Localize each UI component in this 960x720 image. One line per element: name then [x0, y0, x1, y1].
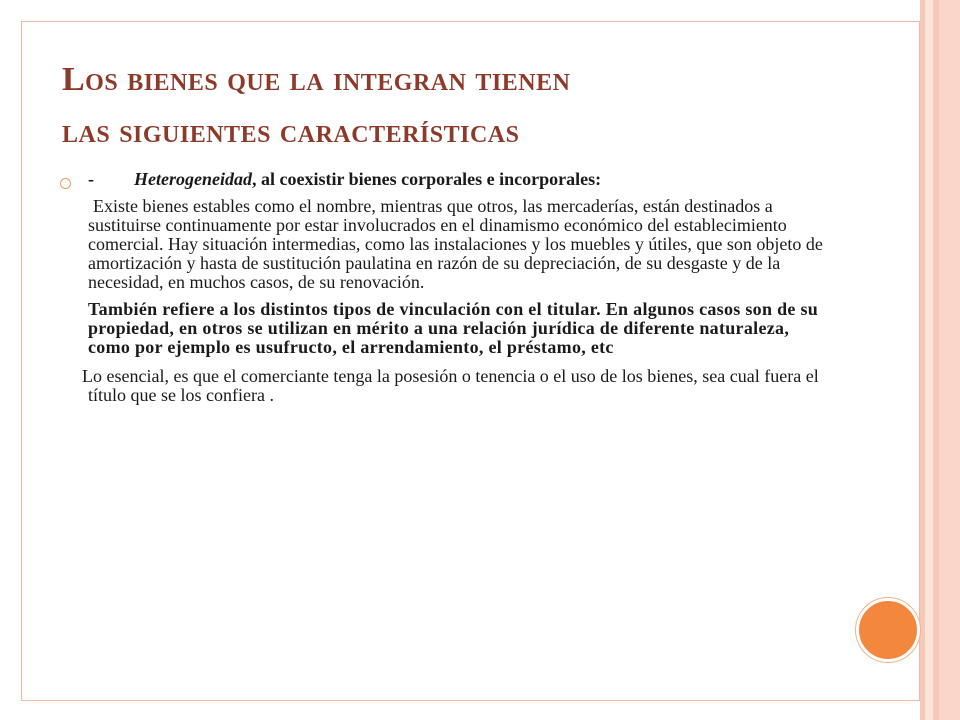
slide-body	[82, 169, 828, 405]
stripe	[939, 0, 960, 720]
slide-title	[62, 54, 842, 158]
bullet-heading	[88, 170, 828, 189]
heading-term: Heterogeneidad	[134, 169, 252, 189]
paragraph-2-text: También refiere a los distintos tipos de vinculación con el titular. En algunos casos son de su propiedad, en otros se utilizan en mérito a una relación jurídica de diferente naturaleza, como por ejemplo es usufructo, el arrendamiento, el préstamo, etc	[88, 299, 819, 357]
paragraph-1: Existe bienes estables como el nombre, mientras que otros, las mercaderías, están destinados a sustituirse continuamente por estar involucrados en el dinamismo económico del establecimiento comercial. Hay situación intermedias, como las instalaciones y los muebles y útiles, que son objeto de amortización y hasta de sustitución paulatina en razón de su depreciación, de su desgaste y de la necesidad, en muchos casos, de su renovación.	[88, 196, 823, 292]
bullet-circle-icon	[60, 178, 71, 189]
title-line-2: las siguientes características	[62, 113, 520, 150]
decorative-circle	[856, 598, 920, 662]
paragraph-3: Lo esencial, es que el comerciante tenga la posesión o tenencia o el uso de los bienes, sea cual fuera el título que se los confiera .	[82, 366, 819, 405]
stripe	[925, 0, 933, 720]
bullet-dash: -	[88, 169, 94, 189]
paragraph-2	[88, 300, 828, 357]
decorative-stripes	[920, 0, 960, 720]
title-line-1: Los bienes que la integran tienen	[62, 61, 571, 98]
heading-rest: , al coexistir bienes corporales e incorporales:	[251, 169, 602, 189]
